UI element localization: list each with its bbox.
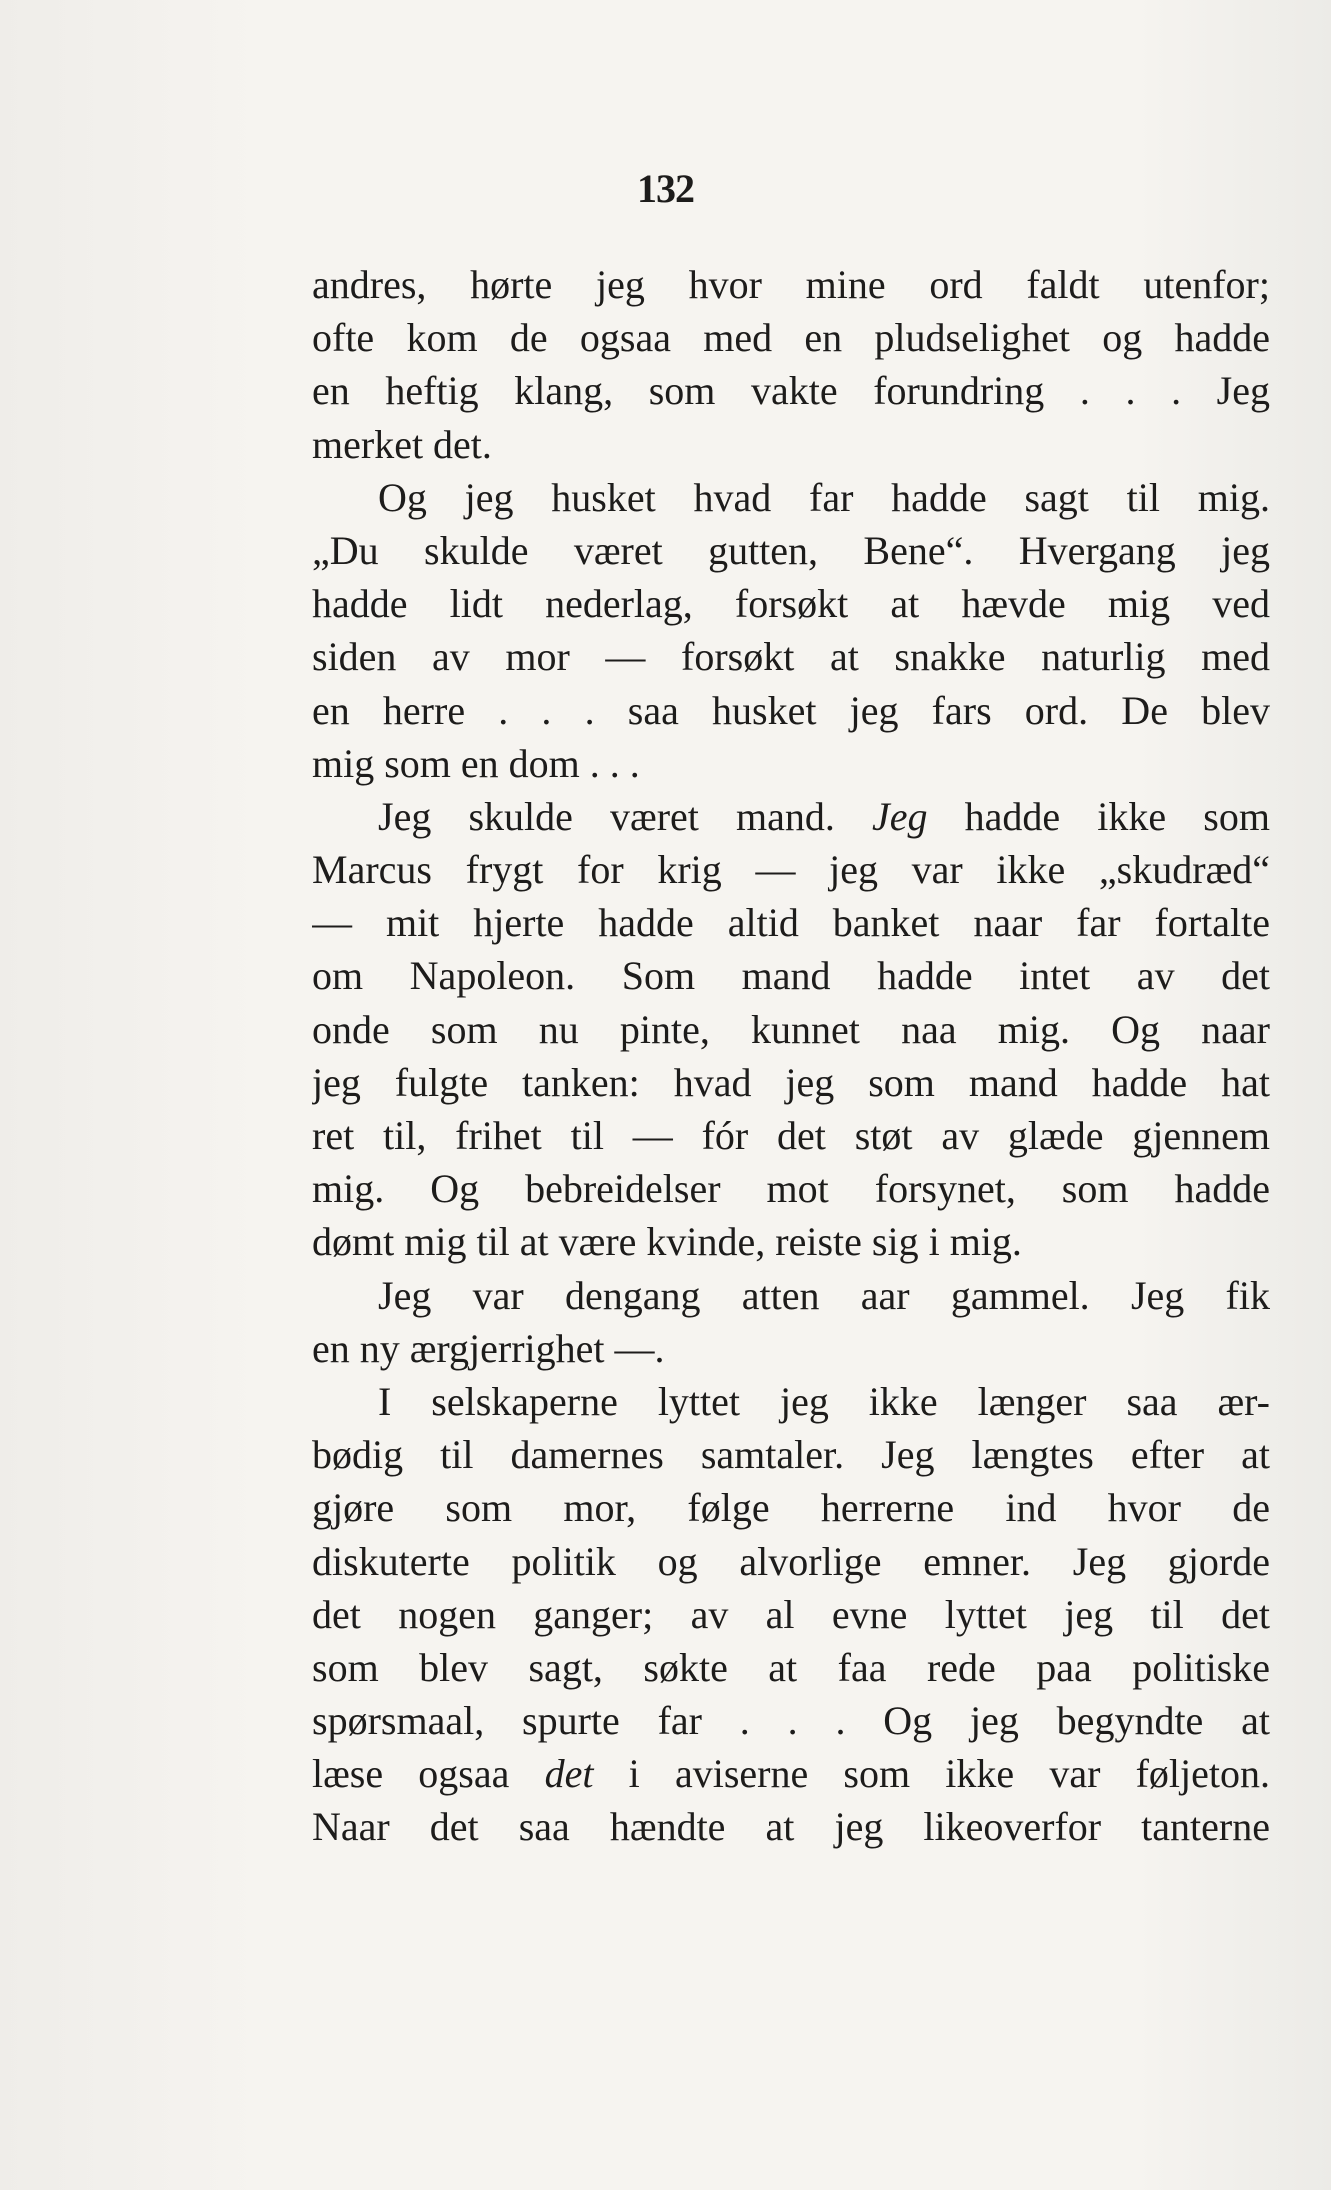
text-line: Jeg skulde været mand. Jeg hadde ikke som [378,793,1270,839]
text-line: spørsmaal, spurte far . . . Og jeg begyndte at [312,1698,1270,1744]
emphasis: Jeg [872,793,928,839]
text-line: som blev sagt, søkte at faa rede paa politiske [312,1644,1270,1690]
text-line: jeg fulgte tanken: hvad jeg som mand hadde hat [312,1059,1270,1105]
text-line: — mit hjerte hadde altid banket naar far fortalte [312,900,1270,946]
text-line: det nogen ganger; av al evne lyttet jeg til det [312,1591,1270,1637]
text-line: læse ogsaa det i aviserne som ikke var føljeton. [312,1751,1270,1797]
text-line: bødig til damernes samtaler. Jeg længtes efter at [312,1432,1270,1478]
text-line: dømt mig til at være kvinde, reiste sig i mig. [312,1219,1022,1265]
emphasis: det [544,1751,594,1797]
text-line: en herre . . . saa husket jeg fars ord. De blev [312,687,1270,733]
text-line: mig. Og bebreidelser mot forsynet, som hadde [312,1166,1270,1212]
text-line: onde som nu pinte, kunnet naa mig. Og naar [312,1006,1270,1052]
text-line: „Du skulde været gutten, Bene“. Hvergang jeg [312,527,1270,573]
body-text [312,258,1270,1854]
text-line: en heftig klang, som vakte forundring . . . Jeg [312,368,1270,414]
page-number: 132 [637,166,694,211]
text-line: Naar det saa hændte at jeg likeoverfor tanterne [312,1804,1270,1850]
text-line: andres, hørte jeg hvor mine ord faldt utenfor; [312,262,1270,307]
text-line: Og jeg husket hvad far hadde sagt til mig. [378,474,1270,520]
text-line: om Napoleon. Som mand hadde intet av det [312,953,1270,999]
text-line: en ny ærgjerrighet —. [312,1325,665,1371]
text-line: ofte kom de ogsaa med en pludselighet og hadde [312,315,1270,361]
text-line: ret til, frihet til — fór det støt av glæde gjennem [312,1113,1270,1158]
text-line: diskuterte politik og alvorlige emner. Jeg gjorde [312,1538,1270,1584]
text-line: I selskaperne lyttet jeg ikke længer saa ær- [378,1378,1270,1424]
text-line: siden av mor — forsøkt at snakke naturlig med [312,634,1270,680]
text-line: mig som en dom . . . [312,740,640,786]
text-line: merket det. [312,421,492,467]
text-line: hadde lidt nederlag, forsøkt at hævde mig ved [312,581,1270,627]
text-line: gjøre som mor, følge herrerne ind hvor de [312,1485,1270,1531]
text-line: Marcus frygt for krig — jeg var ikke „skudræd“ [312,847,1270,893]
text-line: Jeg var dengang atten aar gammel. Jeg fik [378,1272,1270,1318]
